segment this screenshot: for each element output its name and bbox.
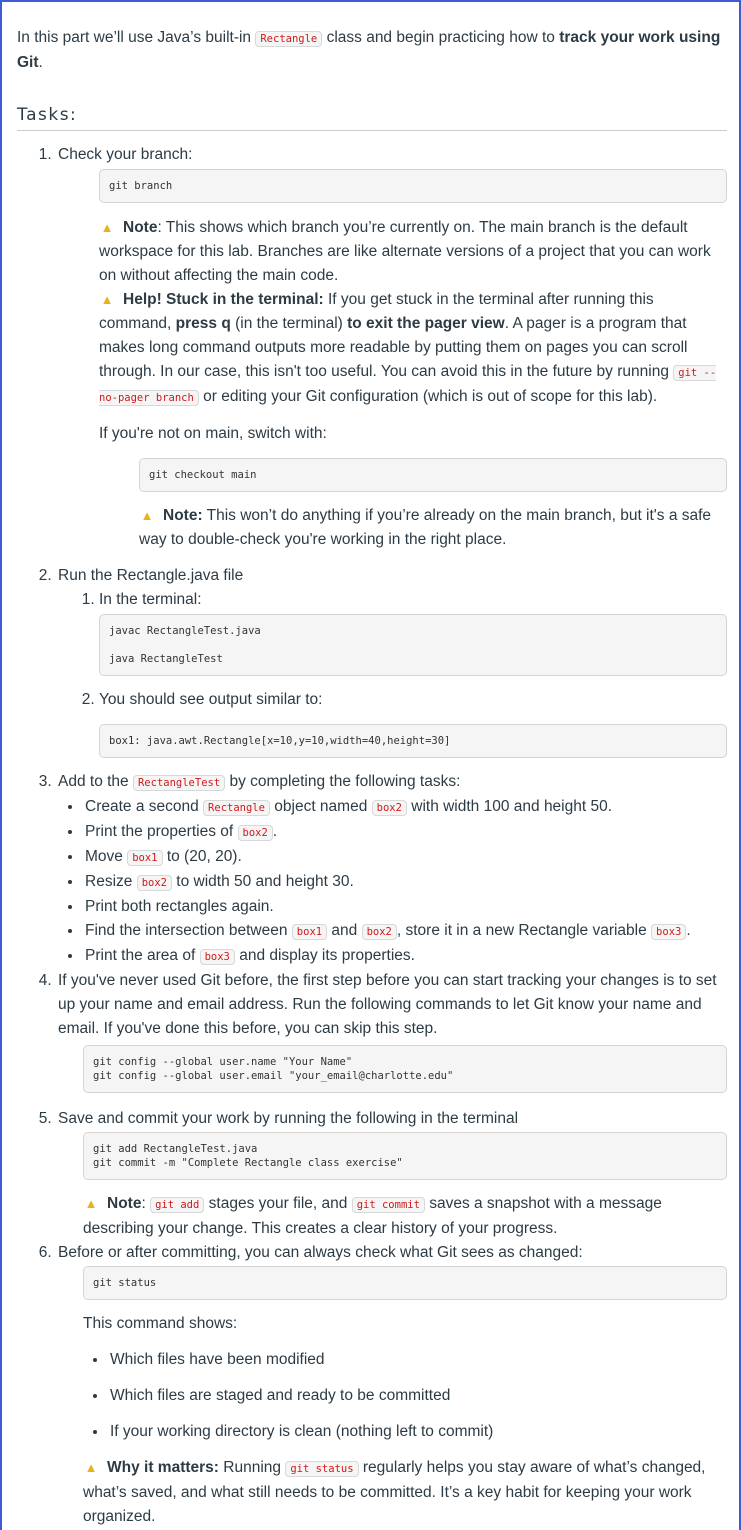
note-label: Note [107,1195,142,1212]
duck-icon: ▲ [100,220,114,235]
help-label: Help! Stuck in the terminal: [123,291,324,308]
sub-label: You should see output similar to: [99,691,323,708]
code-line: git config --global user.email "your_email@charlotte.edu" [93,1070,454,1082]
inline-code: git --no-pager branch [99,367,717,404]
bullet-item: • Print both rectangles again. [83,895,727,919]
code-block: git checkout main [139,458,727,492]
code-line: git config --global user.name "Your Name" [93,1056,353,1068]
intro-paragraph [17,26,727,75]
sub-item [99,588,727,676]
task-item [56,1241,727,1529]
switch-text: If you're not on main, switch with: [99,425,327,442]
inline-code: git status [285,1461,358,1477]
note-paragraph [139,504,727,552]
help-paragraph [99,288,727,410]
task-label: by completing the following tasks: [225,773,461,790]
intro-text: In this part we’ll use Java’s built-in [17,29,256,46]
note-label: Note: [163,507,203,524]
note-paragraph: ▲ Note: git add stages your file, and git commit saves a snapshot with a message describing your change. This creates a clear history of your progress. [83,1192,727,1241]
task-item [56,143,727,552]
note-paragraph [99,216,727,288]
task-item [56,1107,727,1241]
task-list [17,143,727,1529]
inline-code: RectangleTest [133,775,225,791]
inline-code: box1 [127,850,162,866]
inline-code: Rectangle [255,31,322,47]
task-label: Add to the [58,773,133,790]
bullet-item: • Which files are staged and ready to be committed [108,1384,727,1408]
help-bold: to exit the pager view [347,315,505,332]
code-line: git commit -m "Complete Rectangle class exercise" [93,1157,403,1169]
note-paragraph: ▲ Why it matters: Running git status regularly helps you stay aware of what’s changed, what’s saved, and what still needs to be committed. It’s a key habit for keeping your work organized. [83,1456,727,1529]
help-text: (in the terminal) [230,315,348,332]
intro-text: . [38,54,43,71]
inline-code: box3 [651,924,686,940]
task-label: Save and commit your work by running the following in the terminal [58,1110,519,1127]
code-block [99,614,727,676]
inline-code: box2 [238,825,273,841]
bullet-list [83,1348,727,1444]
code-line: java RectangleTest [109,653,223,665]
help-text: or editing your Git configuration (which is out of scope for this lab). [198,388,658,405]
intro-text: class and begin practicing how to [322,29,560,46]
bullet-item: • Move box1 to (20, 20). [83,845,727,870]
code-line: git add RectangleTest.java [93,1143,258,1155]
task-item [56,770,727,969]
code-block: git branch [99,169,727,203]
bullet-item: • Which files have been modified [108,1348,727,1372]
bullet-list [58,795,727,969]
bullet-item: • Create a second Rectangle object named box2 with width 100 and height 50. [83,795,727,820]
task-label: Check your branch: [58,146,193,163]
note-label: Note [123,219,158,236]
inline-code: box2 [137,875,172,891]
bullet-item: • If your working directory is clean (nothing left to commit) [108,1420,727,1444]
note-label: Why it matters: [107,1459,219,1476]
bullet-item: • Find the intersection between box1 and box2 , store it in a new Rectangle variable box3 . [83,919,727,944]
code-block: box1: java.awt.Rectangle[x=10,y=10,width=40,height=30] [99,724,727,758]
inline-code: box3 [200,949,235,965]
note-text: This won’t do anything if you’re already on the main branch, but it's a safe way to double-check you're working in the right place. [139,507,712,548]
help-bold: press q [175,315,231,332]
task-item [56,564,727,758]
sub-label: In the terminal: [99,591,202,608]
task-item [56,969,727,1093]
inline-code: box2 [362,924,397,940]
sub-list [58,588,727,758]
duck-icon: ▲ [140,508,154,523]
code-block: git status [83,1266,727,1300]
duck-icon: ▲ [100,292,114,307]
sub-item [99,688,727,758]
inline-code: Rectangle [203,800,270,816]
code-line: javac RectangleTest.java [109,625,261,637]
task-label: Run the Rectangle.java file [58,567,244,584]
inline-code: box1 [292,924,327,940]
inline-code: git commit [352,1197,425,1213]
code-block [83,1132,727,1180]
help-text: . A pager is a program that makes long command outputs more readable by putting them on pages you can scroll through. In our case, this isn't too useful. You can avoid this in the future by running [99,315,688,380]
task-label: Before or after committing, you can always check what Git sees as changed: [58,1244,583,1261]
code-block [83,1045,727,1093]
tasks-heading: Tasks: [17,103,727,131]
duck-icon: ▲ [84,1196,98,1211]
inline-code: git add [150,1197,204,1213]
bullet-item: • Print the properties of box2 . [83,820,727,845]
note-text: : This shows which branch you’re currently on. The main branch is the default workspace for this lab. Branches are like alternate versions of a project that you can work on without affecting the main code. [99,219,711,284]
task-label: If you've never used Git before, the first step before you can start tracking your changes is to set up your name and email address. Run the following commands to let Git know your name and email. If you've done this before, you can skip this step. [58,972,717,1037]
intro-bold: track your work using Git [17,29,721,71]
bullet-item: • Resize box2 to width 50 and height 30. [83,870,727,895]
help-text: If you get stuck in the terminal after running this command, [99,291,654,332]
inline-code: box2 [372,800,407,816]
bullet-item: • Print the area of box3 and display its properties. [83,944,727,969]
duck-icon: ▲ [84,1460,98,1475]
shows-text: This command shows: [83,1315,238,1332]
